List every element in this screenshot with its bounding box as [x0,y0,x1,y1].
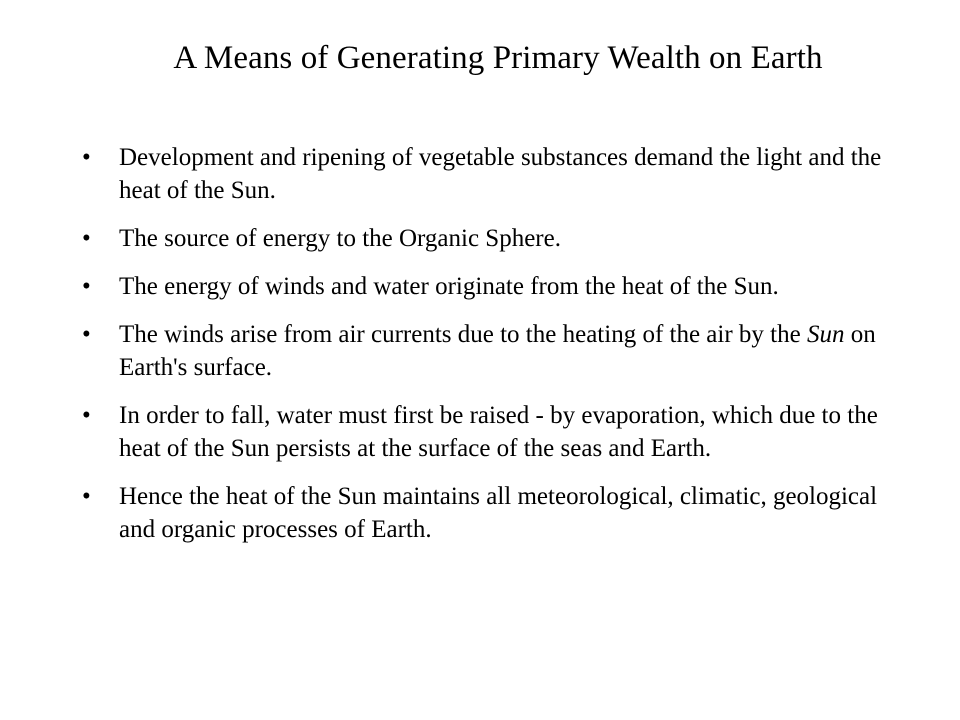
bullet-text-segment: The energy of winds and water originate from the heat of the Sun. [119,273,779,300]
bullet-item [82,222,882,255]
bullet-text [119,321,876,381]
bullet-text [119,273,779,300]
bullet-dot-icon: • [82,483,91,510]
bullet-text-segment-italic: Sun [806,321,845,348]
bullet-text-segment: on Earth's surface. [119,321,876,381]
bullet-dot-icon: • [82,225,91,252]
bullet-text-segment: Development and ripening of vegetable substances demand the light and the heat of the Sun. [119,144,882,204]
bullet-item [82,141,882,207]
bullet-item [82,399,882,465]
bullet-list [82,141,882,561]
bullet-text [119,483,877,543]
bullet-dot-icon: • [82,273,91,300]
bullet-text-segment: In order to fall, water must first be raised - by evaporation, which due to the heat of the Sun persists at the surface of the seas and Earth. [119,402,878,462]
bullet-dot-icon: • [82,321,91,348]
bullet-text [119,144,881,204]
bullet-dot-icon: • [82,402,91,429]
bullet-text [119,402,878,462]
bullet-item [82,318,882,384]
bullet-text-segment: The source of energy to the Organic Sphere. [119,225,561,252]
bullet-text-segment: The winds arise from air currents due to the heating of the air by the [119,321,807,348]
bullet-text [119,225,561,252]
bullet-dot-icon: • [82,144,91,171]
slide-title: A Means of Generating Primary Wealth on Earth [173,40,823,76]
bullet-item [82,270,882,303]
bullet-text-segment: Hence the heat of the Sun maintains all meteorological, climatic, geological and organic processes of Earth. [119,483,878,543]
bullet-item [82,480,882,546]
